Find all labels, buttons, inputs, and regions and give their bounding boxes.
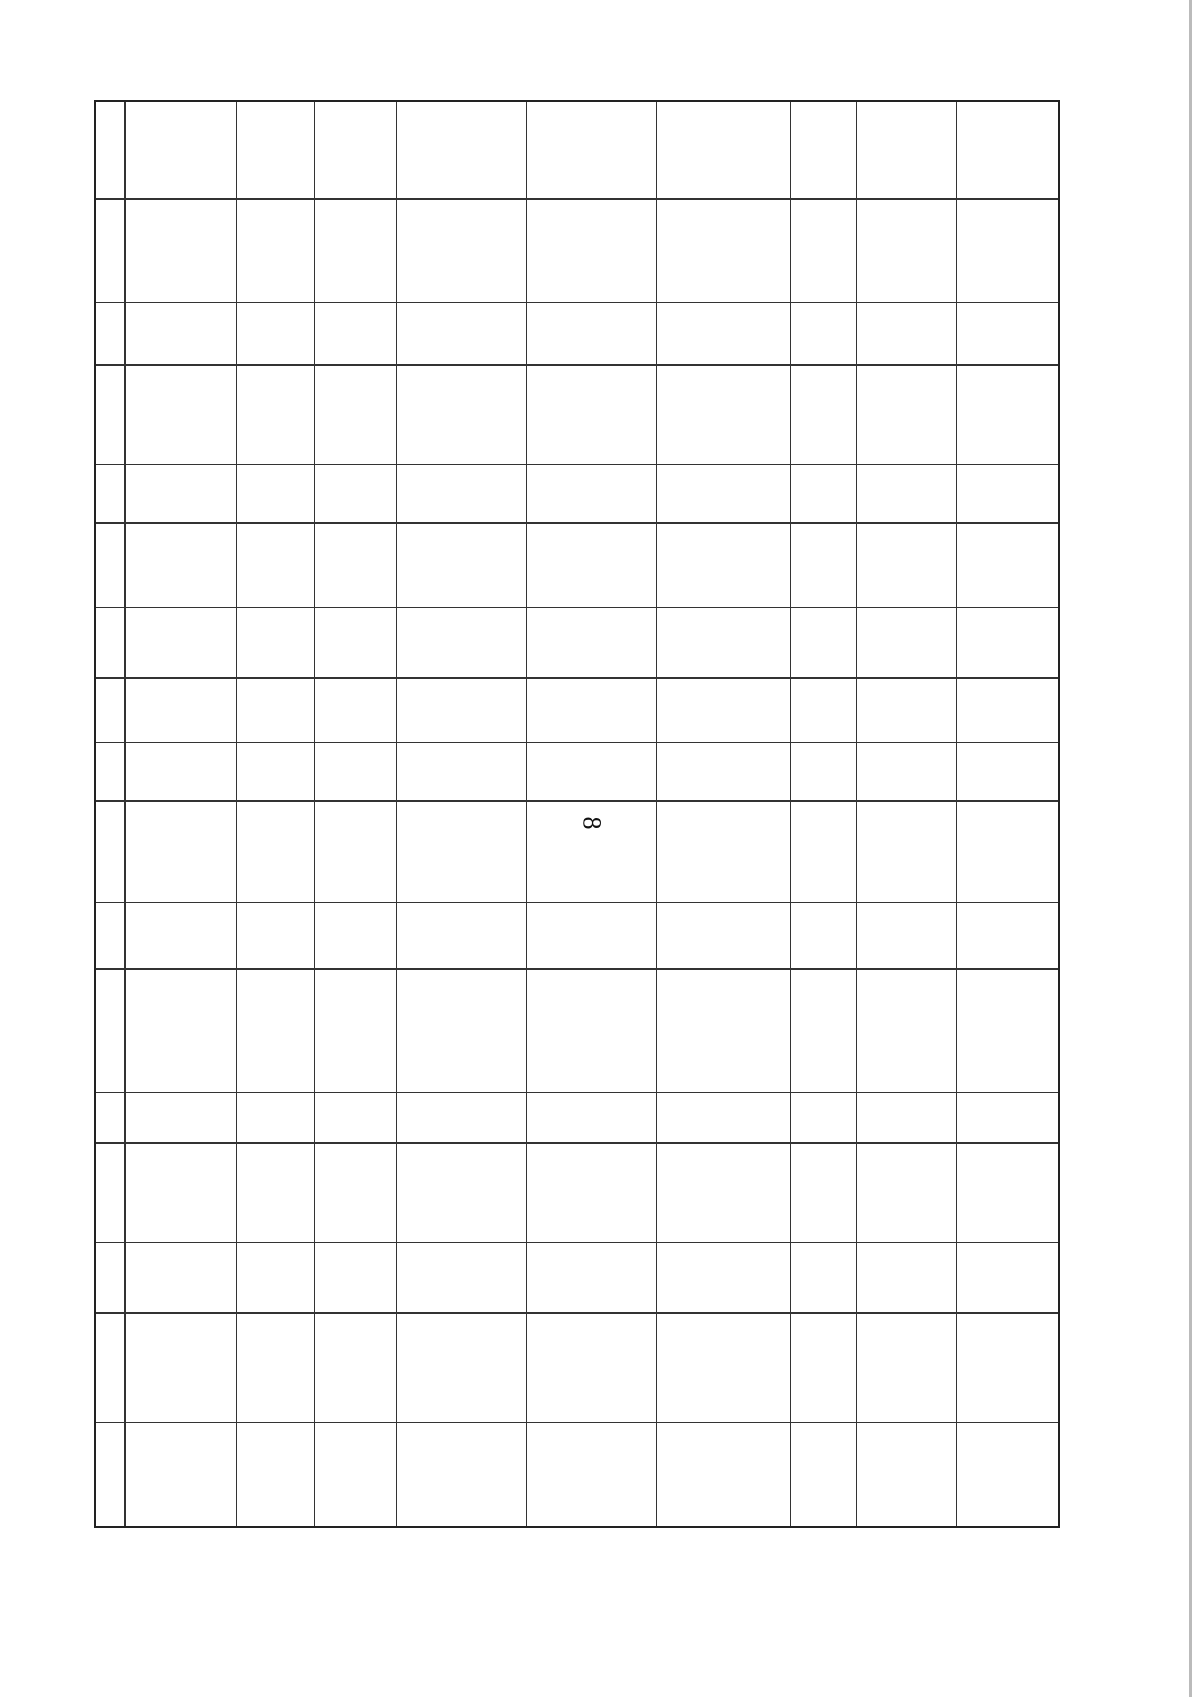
row-divider xyxy=(96,677,1058,679)
row-divider xyxy=(96,1092,1058,1093)
row-divider xyxy=(96,522,1058,524)
row-divider xyxy=(96,968,1058,970)
row-divider xyxy=(96,364,1058,366)
row-divider xyxy=(96,1242,1058,1243)
row-divider xyxy=(96,800,1058,802)
row-divider xyxy=(96,1142,1058,1144)
row-divider xyxy=(96,1312,1058,1314)
row-divider xyxy=(96,902,1058,903)
row-divider xyxy=(96,302,1058,303)
page-number: 8 xyxy=(577,816,607,830)
row-divider xyxy=(96,464,1058,465)
row-divider xyxy=(96,1422,1058,1423)
scan-edge-shadow xyxy=(1189,0,1192,1697)
row-divider xyxy=(96,198,1058,200)
data-table xyxy=(94,100,1060,1528)
row-divider xyxy=(96,742,1058,743)
row-divider xyxy=(96,607,1058,608)
